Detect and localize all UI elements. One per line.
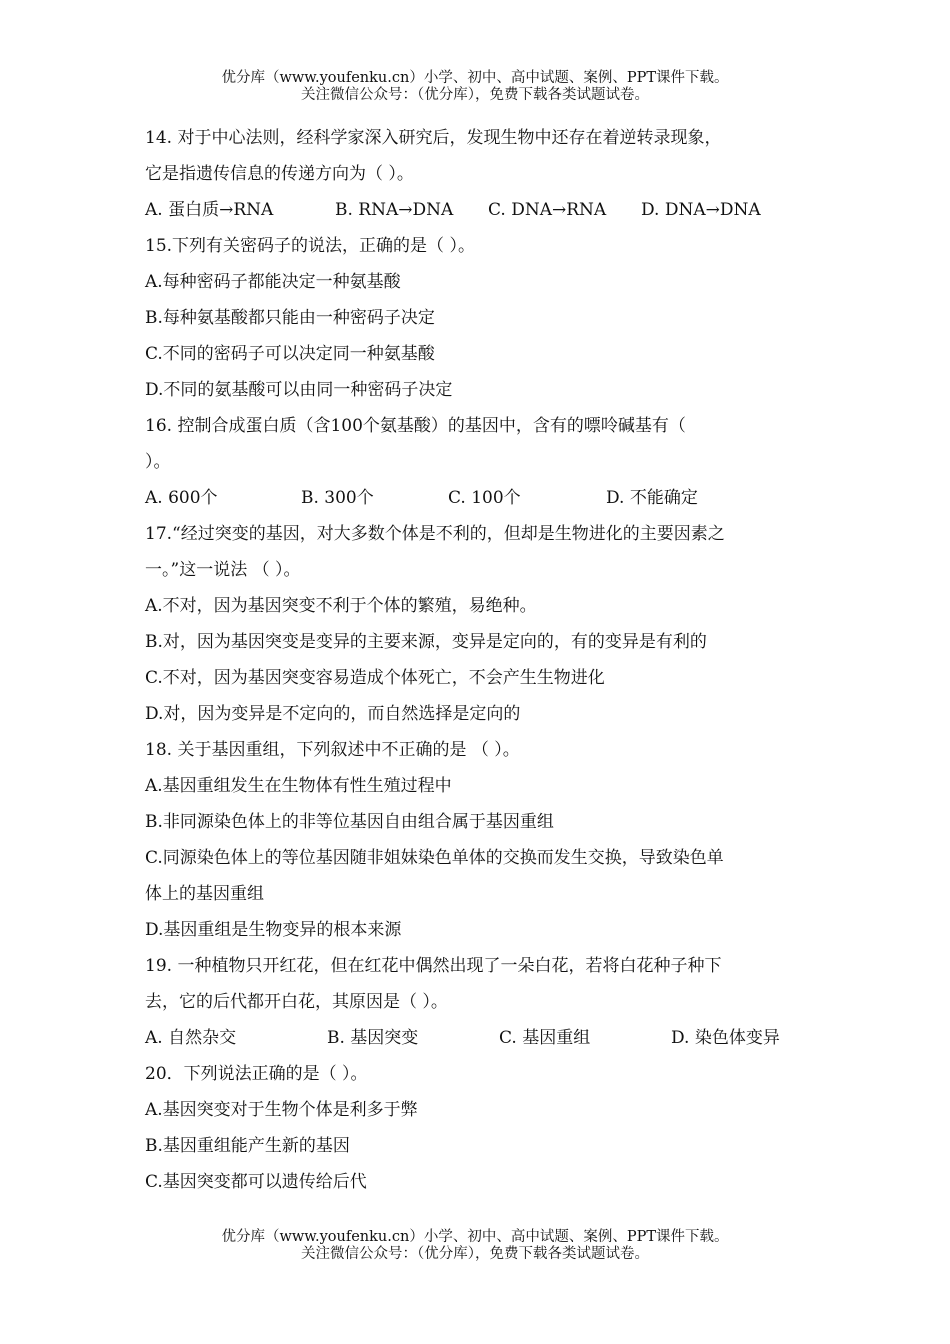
q14-options	[145, 192, 805, 228]
q16-option-d: D. 不能确定	[606, 488, 698, 508]
q14-stem-line-2: 它是指遗传信息的传递方向为（ ）。	[145, 164, 414, 184]
q14-option-b: B. RNA→DNA	[335, 200, 454, 220]
q15-option-c: C.不同的密码子可以决定同一种氨基酸	[145, 344, 435, 364]
q20-option-a: A.基因突变对于生物个体是利多于弊	[145, 1100, 418, 1120]
q19-option-b: B. 基因突变	[327, 1028, 419, 1048]
q18-stem: 18. 关于基因重组，下列叙述中不正确的是 （ ）。	[145, 740, 520, 760]
q18-option-a: A.基因重组发生在生物体有性生殖过程中	[145, 776, 452, 796]
q20-stem: 20．下列说法正确的是（ ）。	[145, 1064, 368, 1084]
q17-option-b: B.对，因为基因突变是变异的主要来源，变异是定向的，有的变异是有利的	[145, 632, 707, 652]
q16-option-c: C. 100个	[448, 488, 521, 508]
q17-stem-line-2: 一。”这一说法 （ ）。	[145, 560, 301, 580]
q17-stem-line-1: 17.“经过突变的基因，对大多数个体是不利的，但却是生物进化的主要因素之	[145, 524, 725, 544]
q19-stem-line-2: 去，它的后代都开白花，其原因是（ ）。	[145, 992, 448, 1012]
q15-option-a: A.每种密码子都能决定一种氨基酸	[145, 272, 401, 292]
q14-stem-line-1: 14. 对于中心法则，经科学家深入研究后，发现生物中还存在着逆转录现象，	[145, 128, 722, 148]
q15-option-b: B.每种氨基酸都只能由一种密码子决定	[145, 308, 435, 328]
q18-option-c-line-1: C.同源染色体上的等位基因随非姐妹染色单体的交换而发生交换，导致染色单	[145, 848, 724, 868]
q17-option-c: C.不对，因为基因突变容易造成个体死亡，不会产生生物进化	[145, 668, 605, 688]
page-footer	[0, 1229, 950, 1263]
q16-option-b: B. 300个	[301, 488, 374, 508]
q20-option-c: C.基因突变都可以遗传给后代	[145, 1172, 367, 1192]
question-content	[145, 120, 805, 1200]
q19-option-a: A. 自然杂交	[145, 1028, 237, 1048]
q16-options	[145, 480, 805, 516]
q19-option-c: C. 基因重组	[499, 1028, 591, 1048]
q20-option-b: B.基因重组能产生新的基因	[145, 1136, 350, 1156]
q18-option-d: D.基因重组是生物变异的根本来源	[145, 920, 402, 940]
q19-options	[145, 1020, 805, 1056]
q14-option-d: D. DNA→DNA	[641, 200, 761, 220]
q17-option-d: D.对，因为变异是不定向的，而自然选择是定向的	[145, 704, 521, 724]
q19-option-d: D. 染色体变异	[671, 1028, 780, 1048]
q15-option-d: D.不同的氨基酸可以由同一种密码子决定	[145, 380, 453, 400]
header-line-2: 关注微信公众号：（优分库），免费下载各类试题试卷。	[301, 87, 649, 103]
footer-line-2: 关注微信公众号：（优分库），免费下载各类试题试卷。	[301, 1246, 649, 1262]
footer-line-1: 优分库（www.youfenku.cn）小学、初中、高中试题、案例、PPT课件下载。	[221, 1229, 729, 1245]
q17-option-a: A.不对，因为基因突变不利于个体的繁殖，易绝种。	[145, 596, 537, 616]
q16-stem-line-2: ）。	[145, 452, 171, 472]
page-header	[0, 70, 950, 104]
q16-option-a: A. 600个	[145, 488, 218, 508]
q18-option-c-line-2: 体上的基因重组	[145, 884, 264, 904]
q14-option-a: A. 蛋白质→RNA	[145, 200, 274, 220]
q18-option-b: B.非同源染色体上的非等位基因自由组合属于基因重组	[145, 812, 554, 832]
q19-stem-line-1: 19. 一种植物只开红花，但在红花中偶然出现了一朵白花，若将白花种子种下	[145, 956, 722, 976]
q14-option-c: C. DNA→RNA	[488, 200, 607, 220]
header-line-1: 优分库（www.youfenku.cn）小学、初中、高中试题、案例、PPT课件下载。	[221, 70, 729, 86]
q16-stem-line-1: 16. 控制合成蛋白质（含100个氨基酸）的基因中，含有的嘌呤碱基有（	[145, 416, 686, 436]
q15-stem: 15.下列有关密码子的说法，正确的是（ ）。	[145, 236, 475, 256]
